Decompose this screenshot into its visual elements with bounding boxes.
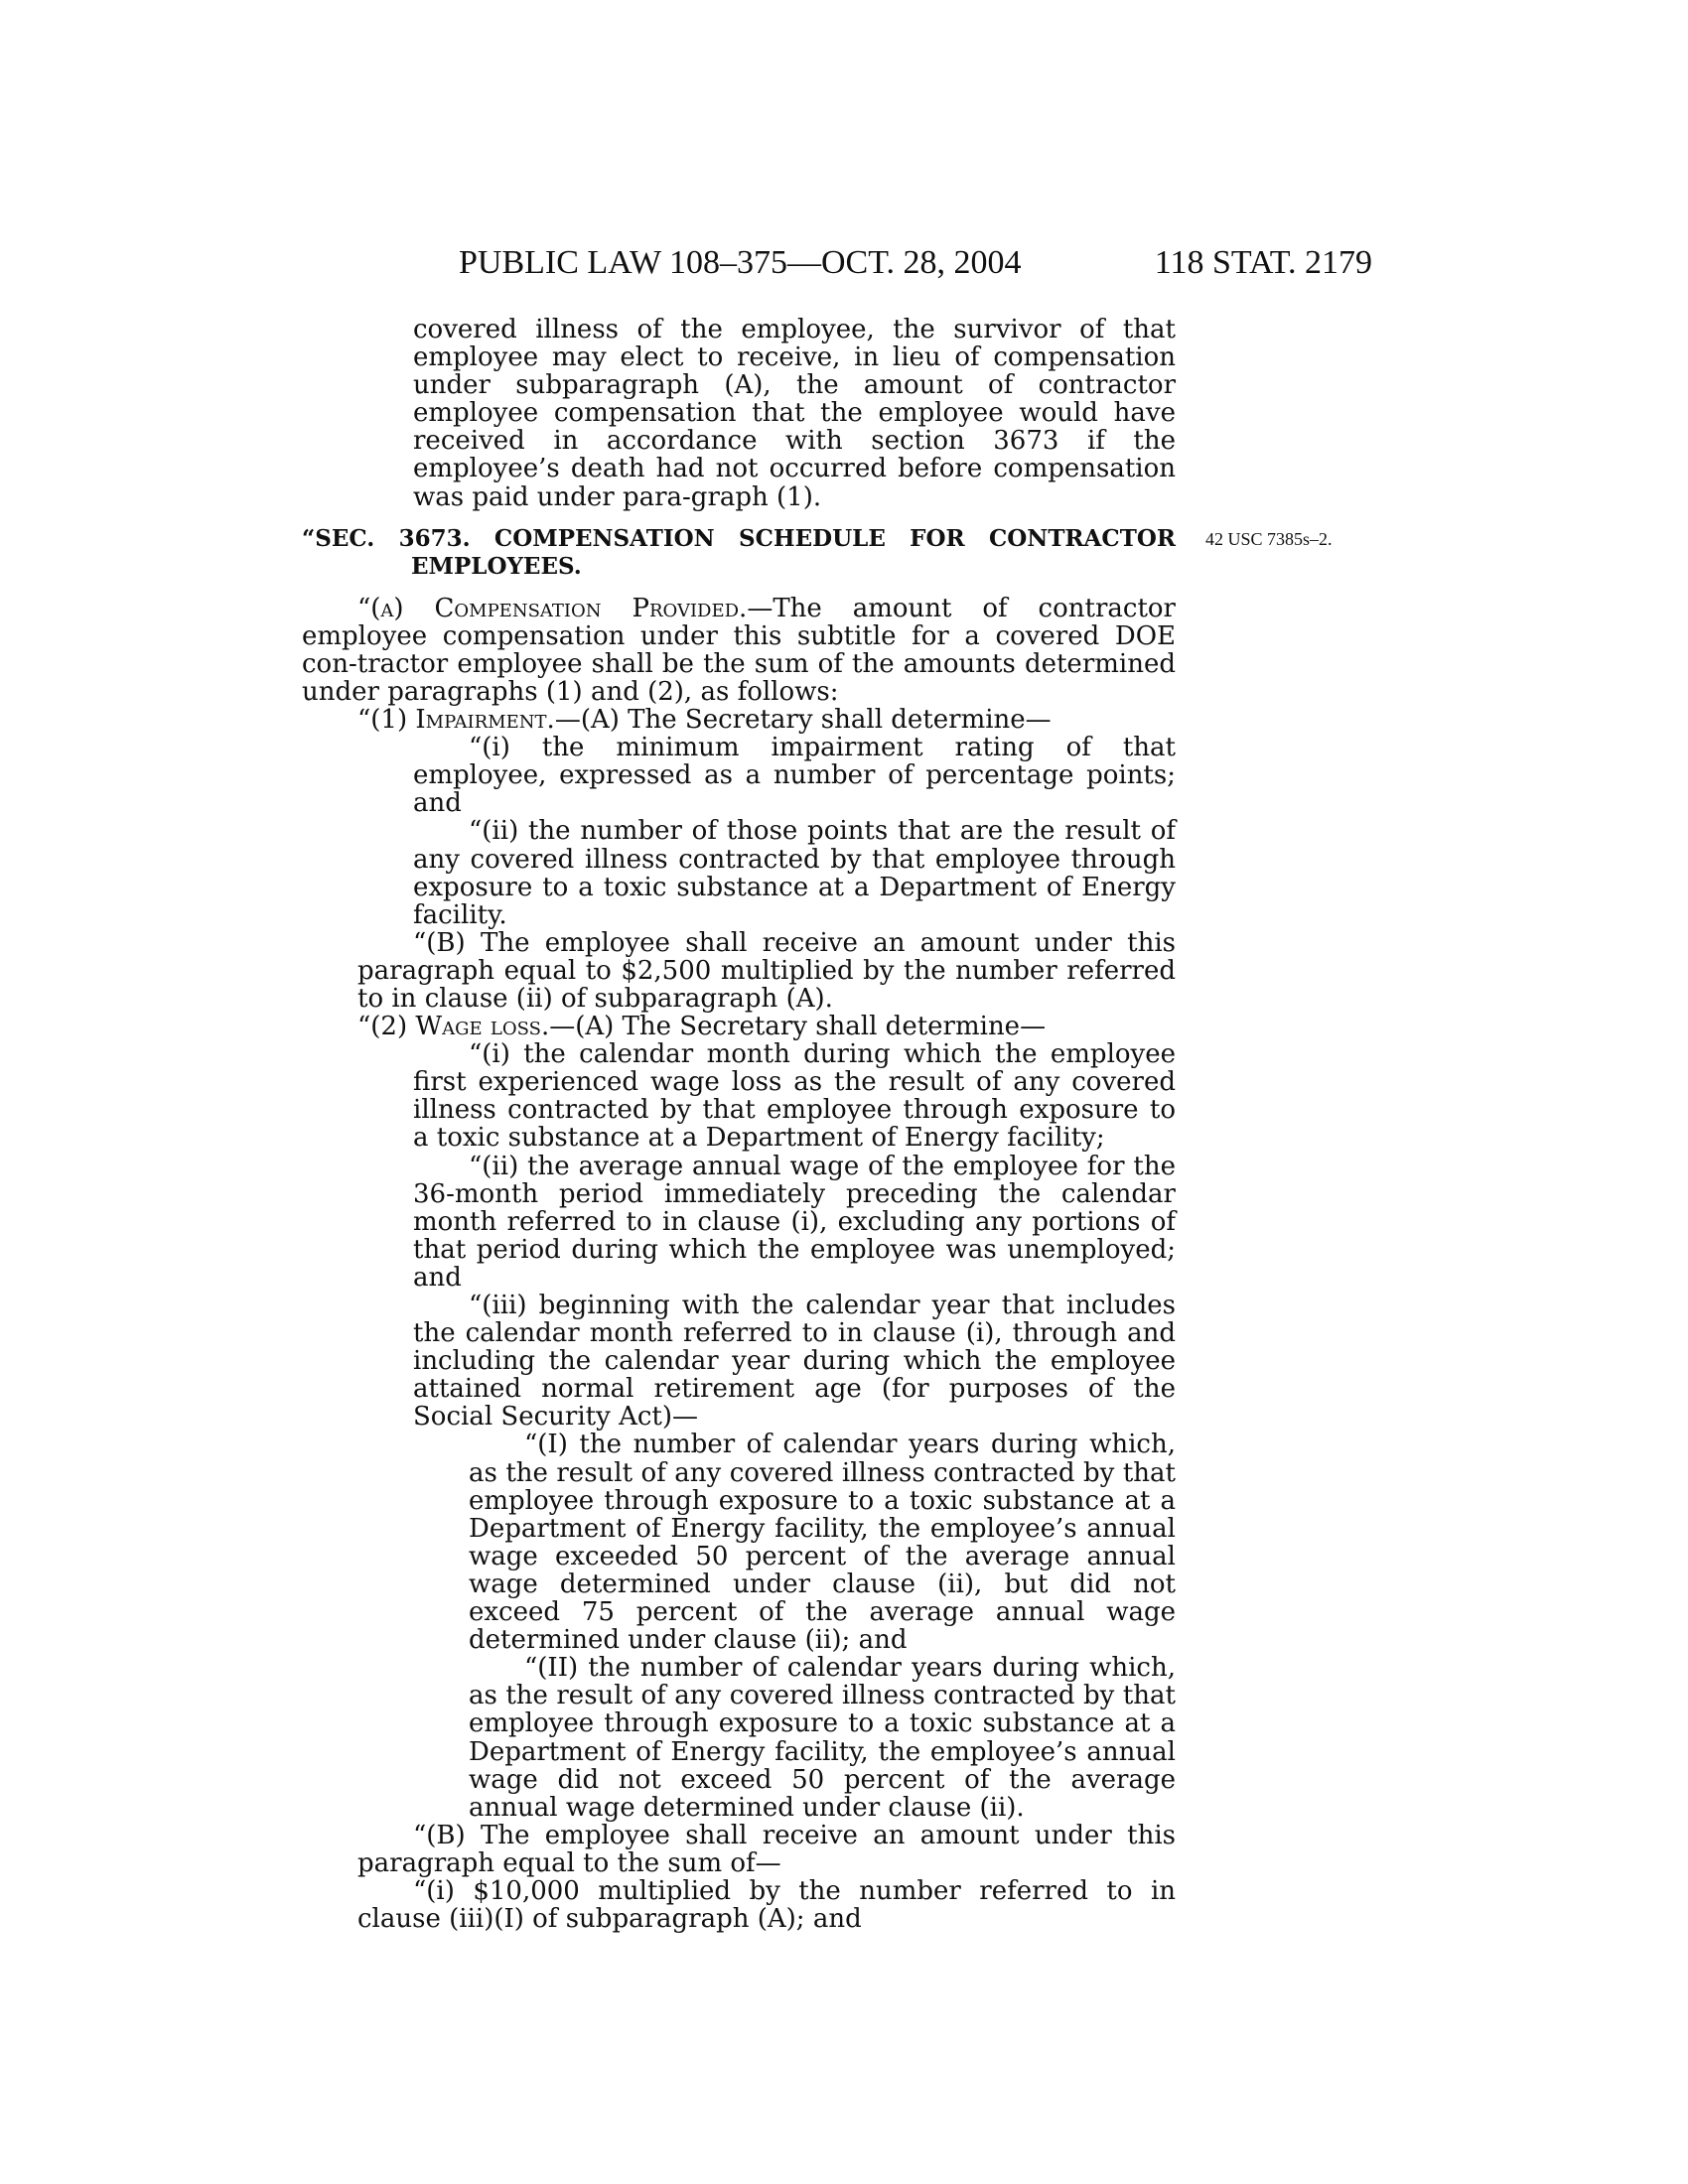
paragraph-survivor-election: covered illness of the employee, the survivor of that employee may elect to receive, in lieu of compensation under subparagraph (A), the amount of contractor employee compensation that the employee would have received in accordance with section 3673 if the employee’s death had not occurred before compensation was paid under para-graph (1). xyxy=(413,315,1176,512)
paragraph-text: —(A) The Secretary shall determine— xyxy=(554,705,1052,736)
section-title-word: SCHEDULE xyxy=(738,524,886,552)
section-title-word: EMPLOYEES. xyxy=(411,552,582,580)
paragraph-text: “(2) xyxy=(357,1012,416,1042)
header-stat-page: 118 STAT. 2179 xyxy=(1154,244,1372,281)
paragraph-heading: Impairment. xyxy=(415,705,555,736)
header-public-law: PUBLIC LAW 108–375—OCT. 28, 2004 xyxy=(459,244,1022,281)
clause-2-a-iii: “(iii) beginning with the calendar year that includes the calendar month referred to in clause (i), through and including the calendar year during which the employee attained normal retirement age (for purposes of the Social Security Act)— xyxy=(413,1291,1176,1433)
page-body xyxy=(302,315,1333,1935)
section-number: 3673. xyxy=(398,524,471,552)
subparagraph-2-b: “(B) The employee shall receive an amount under this paragraph equal to the sum of— xyxy=(357,1820,1176,1878)
subclause-2-a-iii-II: “(II) the number of calendar years during which, as the result of any covered illness contracted by that employee through exposure to a toxic substance at a Department of Energy facility, the employee’s annual wage did not exceed 50 percent of the average annual wage determined under clause (ii). xyxy=(469,1653,1176,1823)
section-sec-label: “SEC. xyxy=(302,524,375,552)
clause-2-a-i: “(i) the calendar month during which the employee first experienced wage loss as the result of any covered illness contracted by that employee through exposure to a toxic substance at a Department of Energy facility; xyxy=(413,1039,1176,1154)
section-heading-3673 xyxy=(302,524,1333,581)
section-title-word: FOR xyxy=(910,524,965,552)
paragraph-text: —The amount of contractor employee compensation under this subtitle for a covered DOE con-tractor employee shall be the sum of the amounts determined under paragraphs (1) and (2), as follows: xyxy=(302,593,1176,707)
paragraph-a-compensation-provided xyxy=(302,595,1176,706)
subclause-2-a-iii-I: “(I) the number of calendar years during which, as the result of any covered illness contracted by that employee through exposure to a toxic substance at a Department of Energy facility, the employee’s annual wage exceeded 50 percent of the average annual wage determined under clause (ii), but did not exceed 75 percent of the average annual wage determined under clause (ii); and xyxy=(469,1430,1176,1656)
paragraph-heading: Wage loss. xyxy=(415,1012,550,1042)
clause-1-a-i: “(i) the minimum impairment rating of that employee, expressed as a number of percentage points; and xyxy=(413,733,1176,819)
subsection-heading: “(a) Compensation Provided. xyxy=(357,593,748,623)
paragraph-text: —(A) The Secretary shall determine— xyxy=(549,1012,1047,1042)
paragraph-2-wage-loss xyxy=(357,1013,1176,1040)
paragraph-1-impairment xyxy=(357,706,1176,734)
section-title-word: COMPENSATION xyxy=(493,524,715,552)
clause-1-a-ii: “(ii) the number of those points that are the result of any covered illness contracted by that employee through exposure to a toxic substance at a Department of Energy facility. xyxy=(413,816,1176,930)
paragraph-text: “(1) xyxy=(357,705,416,736)
clause-2-a-ii: “(ii) the average annual wage of the employee for the 36-month period immediately preceding the calendar month referred to in clause (i), excluding any portions of that period during which the employee was unemployed; and xyxy=(413,1151,1176,1293)
section-title-word: CONTRACTOR xyxy=(988,524,1176,552)
usc-margin-note: 42 USC 7385s–2. xyxy=(1205,528,1333,549)
running-header xyxy=(459,244,1372,284)
clause-2-b-i: “(i) $10,000 multiplied by the number referred to in clause (iii)(I) of subparagraph (A); and xyxy=(357,1875,1176,1935)
subparagraph-1-b: “(B) The employee shall receive an amount under this paragraph equal to $2,500 multiplied by the number referred to in clause (ii) of subparagraph (A). xyxy=(357,927,1176,1014)
